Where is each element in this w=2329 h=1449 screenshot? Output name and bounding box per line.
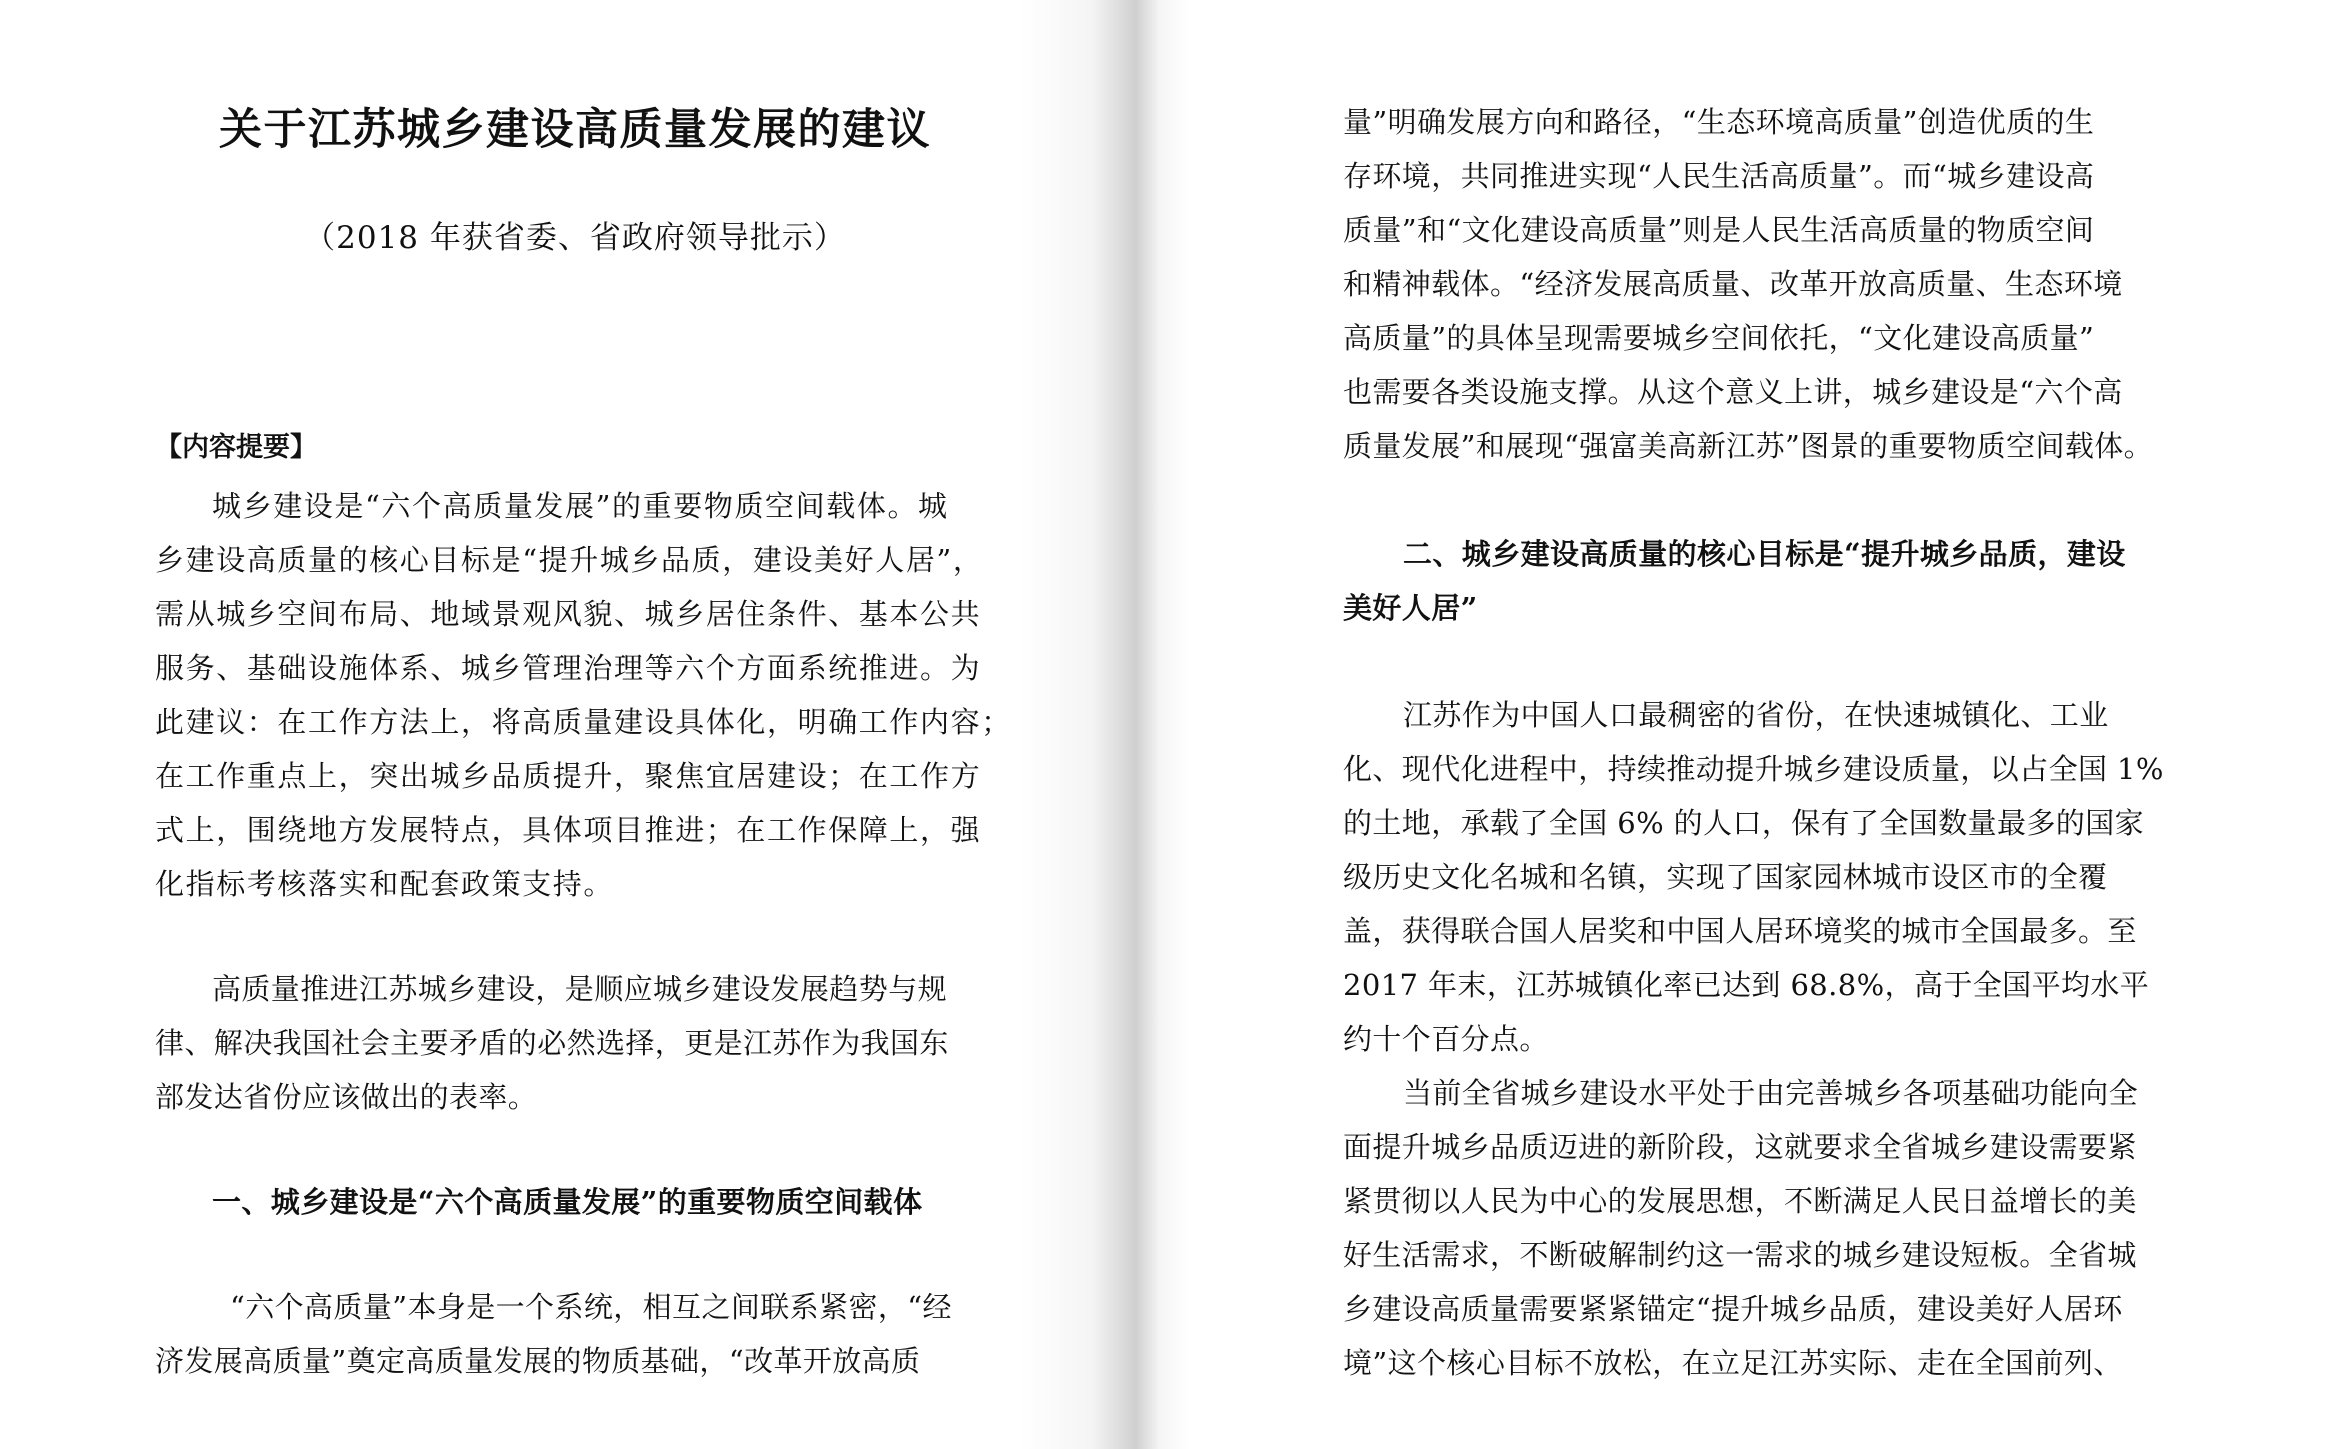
body-line: 律、解决我国社会主要矛盾的必然选择，更是江苏作为我国东 [155, 1026, 949, 1060]
body-line: 质量”和“文化建设高质量”则是人民生活高质量的物质空间 [1343, 213, 2095, 247]
left-page [0, 0, 1150, 1449]
summary-heading: 【内容提要】 [155, 432, 317, 463]
body-line: 的土地，承载了全国 6% 的人口，保有了全国数量最多的国家 [1343, 806, 2145, 840]
body-line: 济发展高质量”奠定高质量发展的物质基础，“改革开放高质 [155, 1344, 921, 1378]
body-line: 存环境，共同推进实现“人民生活高质量”。而“城乡建设高 [1343, 159, 2095, 193]
body-line: 高质量推进江苏城乡建设，是顺应城乡建设发展趋势与规 [212, 972, 948, 1006]
body-line: “六个高质量”本身是一个系统，相互之间联系紧密，“经 [230, 1290, 952, 1324]
summary-line: 乡建设高质量的核心目标是“提升城乡品质，建设美好人居”， [155, 543, 984, 577]
section-heading-line: 二、城乡建设高质量的核心目标是“提升城乡品质，建设 [1403, 537, 2126, 571]
body-line: 化、现代化进程中，持续推动提升城乡建设质量，以占全国 1% [1343, 752, 2164, 786]
body-line: 质量发展”和展现“强富美高新江苏”图景的重要物质空间载体。 [1343, 429, 2154, 463]
summary-line: 化指标考核落实和配套政策支持。 [155, 867, 615, 901]
summary-line: 式上，围绕地方发展特点，具体项目推进；在工作保障上，强 [155, 813, 982, 847]
body-line: 盖，获得联合国人居奖和中国人居环境奖的城市全国最多。至 [1343, 914, 2137, 948]
body-line: 面提升城乡品质迈进的新阶段，这就要求全省城乡建设需要紧 [1343, 1130, 2137, 1164]
body-line: 2017 年末，江苏城镇化率已达到 68.8%，高于全国平均水平 [1343, 968, 2150, 1002]
summary-line: 在工作重点上，突出城乡品质提升，聚焦宜居建设；在工作方 [155, 759, 982, 793]
body-line: 好生活需求，不断破解制约这一需求的城乡建设短板。全省城 [1343, 1238, 2137, 1272]
summary-line: 服务、基础设施体系、城乡管理治理等六个方面系统推进。为 [155, 651, 982, 685]
body-line: 和精神载体。“经济发展高质量、改革开放高质量、生态环境 [1343, 267, 2123, 301]
section-heading-line: 美好人居” [1343, 591, 1478, 625]
right-page [1150, 0, 2329, 1449]
document-subtitle: （2018 年获省委、省政府领导批示） [304, 220, 846, 256]
body-line: 也需要各类设施支撑。从这个意义上讲，城乡建设是“六个高 [1343, 375, 2123, 409]
summary-line: 需从城乡空间布局、地域景观风貌、城乡居住条件、基本公共 [155, 597, 982, 631]
body-line: 约十个百分点。 [1343, 1022, 1549, 1056]
summary-line: 城乡建设是“六个高质量发展”的重要物质空间载体。城 [212, 489, 949, 523]
body-line: 紧贯彻以人民为中心的发展思想，不断满足人民日益增长的美 [1343, 1184, 2137, 1218]
document-title: 关于江苏城乡建设高质量发展的建议 [219, 105, 931, 155]
body-line: 江苏作为中国人口最稠密的省份，在快速城镇化、工业 [1403, 698, 2109, 732]
body-line: 高质量”的具体呈现需要城乡空间依托，“文化建设高质量” [1343, 321, 2095, 355]
section-heading-1: 一、城乡建设是“六个高质量发展”的重要物质空间载体 [212, 1185, 923, 1219]
body-line: 级历史文化名城和名镇，实现了国家园林城市设区市的全覆 [1343, 860, 2108, 894]
body-line: 当前全省城乡建设水平处于由完善城乡各项基础功能向全 [1403, 1076, 2139, 1110]
body-line: 量”明确发展方向和路径，“生态环境高质量”创造优质的生 [1343, 105, 2095, 139]
summary-line: 此建议：在工作方法上，将高质量建设具体化，明确工作内容； [155, 705, 1012, 739]
body-line: 乡建设高质量需要紧紧锚定“提升城乡品质，建设美好人居环 [1343, 1292, 2123, 1326]
body-line: 部发达省份应该做出的表率。 [155, 1080, 538, 1114]
body-line: 境”这个核心目标不放松，在立足江苏实际、走在全国前列、 [1343, 1346, 2123, 1380]
